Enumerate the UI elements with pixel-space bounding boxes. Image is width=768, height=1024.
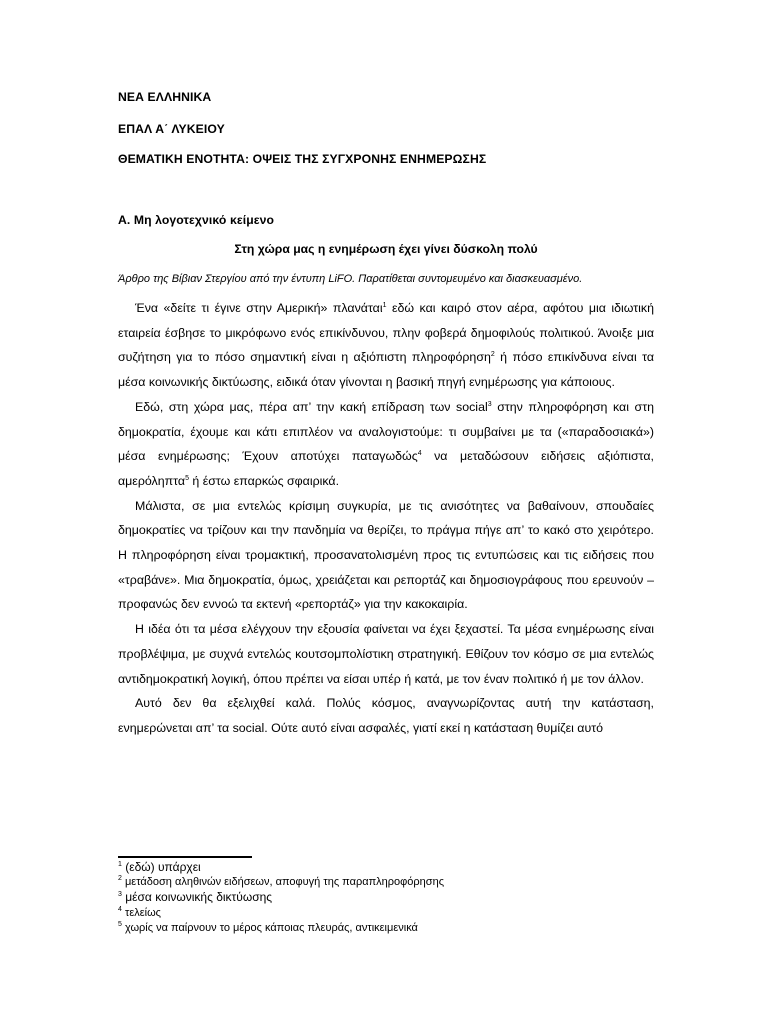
footnote-item: $^3$ μέσα κοινωνικής δικτύωσης [118, 890, 273, 905]
footnote-separator [118, 856, 252, 858]
footnote-item: $^1$ (εδώ) υπάρχει [118, 860, 201, 874]
footnote-item: $^5$ χωρίς να παίρνουν το μέρος κάποιας πλευράς, αντικειμενικά [118, 920, 418, 934]
source-note: Άρθρο της Βίβιαν Στεργίου από την έντυπη LiFO. Παρατίθεται συντομευμένο και διασκευασμένο. [118, 273, 583, 285]
grade-heading: ΕΠΑΛ Α΄ ΛΥΚΕΙΟΥ [118, 122, 225, 136]
paragraph-5: Αυτό δεν θα εξελιχθεί καλά. Πολύς κόσμος, αναγνωρίζοντας αυτή την κατάσταση, ενημερώνεται απ’ τα social. Ούτε αυτό είναι ασφαλές, γιατί εκεί η κατάσταση θυμίζει αυτό [118, 696, 654, 735]
article-body [118, 296, 654, 741]
paragraph-3: Μάλιστα, σε μια εντελώς κρίσιμη συγκυρία, με τις ανισότητες να βαθαίνουν, σπουδαίες δημοκρατίες να τρίζουν και την πανδημία να θερίζει, το πράγμα πήγε απ’ το κακό στο χειρότερο. Η πληροφόρηση είναι τρομακτική, προσανατολισμένη προς τις εντυπώσεις και τις ειδήσεις που «τραβάνε». Μια δημοκρατία, όμως, χρειάζεται και ρεπορτάζ και δημοσιογράφους που ερευνούν – προφανώς δεν εννοώ τα εκτενή «ρεπορτάζ» για την κακοκαιρία. [118, 498, 654, 612]
footnotes [118, 860, 658, 936]
footnote-item: $^2$ μετάδοση αληθινών ειδήσεων, αποφυγή της παραπληροφόρησης [118, 875, 445, 889]
article-title: Στη χώρα μας η ενημέρωση έχει γίνει δύσκολη πολύ [234, 242, 538, 256]
footnote-mark: 2 [490, 351, 495, 359]
section-heading: Α. Μη λογοτεχνικό κείμενο [118, 213, 275, 227]
footnote-item: $^4$ τελείως [118, 905, 161, 919]
paragraph-2: Εδώ, στη χώρα μας, πέρα απ’ την κακή επίδραση των social$^3$ στην πληροφόρηση και στη δημοκρατία, έχουμε και κάτι επιπλέον να αναλογιστούμε: τι συμβαίνει με τα («παραδοσιακά») μέσα ενημέρωσης; Έχουν αποτύχει παταγωδώς$^4$ να μεταδώσουν ειδήσεις αξιόπιστα, αμερόληπτα$^5$ ή έστω επαρκώς σφαιρικά. [118, 399, 654, 488]
footnote-mark: 4 [417, 450, 422, 458]
footnote-mark: 1 [382, 302, 387, 309]
theme-heading: ΘΕΜΑΤΙΚΗ ΕΝΟΤΗΤΑ: ΟΨΕΙΣ ΤΗΣ ΣΥΓΧΡΟΝΗΣ ΕΝΗΜΕΡΩΣΗΣ [118, 152, 487, 166]
footnote-mark: 5 [185, 474, 189, 482]
subject-heading: ΝΕΑ ΕΛΛΗΝΙΚΑ [118, 90, 212, 104]
footnote-mark: 3 [487, 400, 492, 408]
paragraph-1: Ένα «δείτε τι έγινε στην Αμερική» πλανάται$^1$ εδώ και καιρό στον αέρα, αφότου μια ιδιωτική εταιρεία έσβησε το μικρόφωνο ενός επικίνδυνου, πλην φοβερά δημοφιλούς πολιτικού. Άνοιξε μια συζήτηση για το πόσο σημαντική είναι η αξιόπιστη πληροφόρηση$^2$ ή πόσο επικίνδυνα είναι τα μέσα κοινωνικής δικτύωσης, ειδικά όταν γίνονται η βασική πηγή ενημέρωσης για κάποιους. [118, 301, 655, 390]
paragraph-4: Η ιδέα ότι τα μέσα ελέγχουν την εξουσία φαίνεται να έχει ξεχαστεί. Τα μέσα ενημέρωσης είναι προβλέψιμα, με συχνά εντελώς κουτσομπολίστικη στρατηγική. Εθίζουν τον κόσμο σε μια εντελώς αντιδημοκρατική λογική, όπου πρέπει να είσαι υπέρ ή κατά, με τον έναν πολιτικό ή με τον άλλον. [118, 622, 654, 686]
